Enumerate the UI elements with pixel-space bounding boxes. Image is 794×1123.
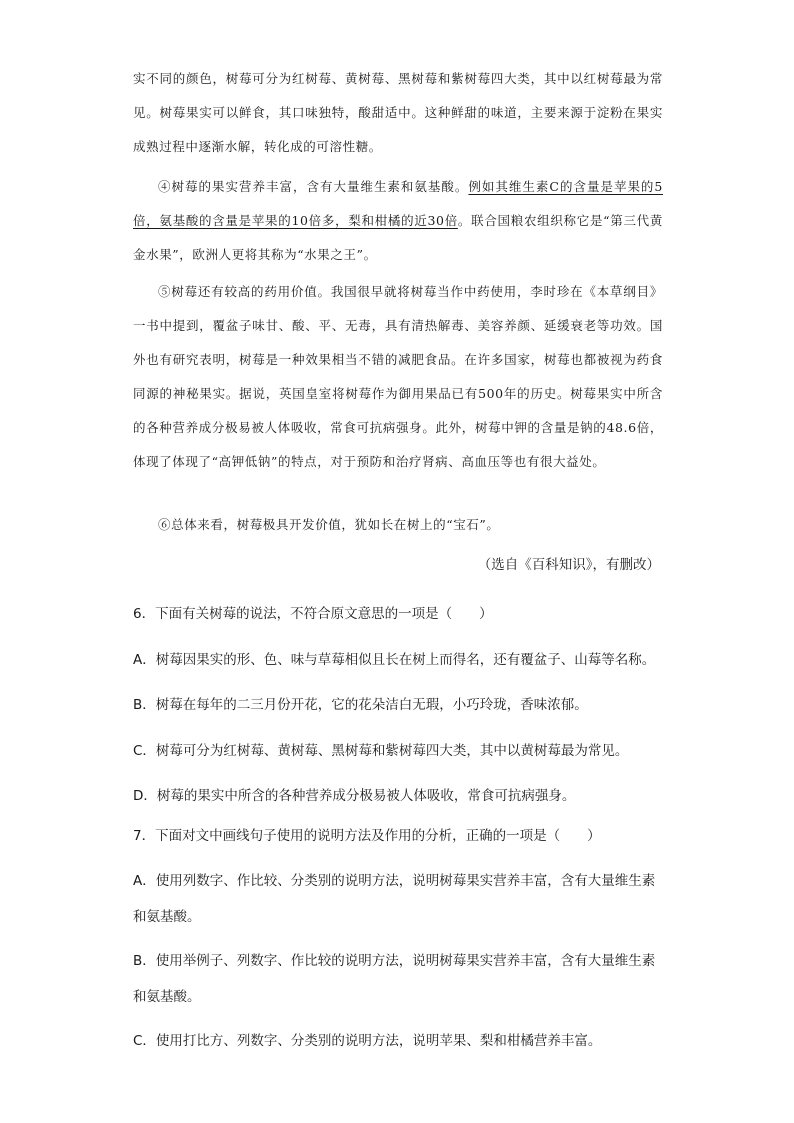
option-b <box>133 943 663 1023</box>
source-citation: （选自《百科知识》，有删改） <box>477 557 660 573</box>
option-text: C．使用打比方、列数字、分类别的说明方法，说明苹果、梨和柑橘营养丰富。 <box>133 1033 602 1049</box>
question-stem <box>133 818 663 863</box>
question-stem-text: 7．下面对文中画线句子使用的说明方法及作用的分析，正确的一项是（ ） <box>133 828 601 844</box>
paragraph-text <box>133 170 663 272</box>
option-b <box>133 687 663 733</box>
question-6 <box>133 596 663 824</box>
option-a <box>133 863 663 943</box>
passage-paragraph-6 <box>133 508 663 542</box>
question-7 <box>133 818 663 1059</box>
option-text: A．树莓因果实的形、色、味与草莓相似且长在树上而得名，还有覆盆子、山莓等名称。 <box>133 651 656 668</box>
underlined-sentence: 例如其维生素C的含量是苹果的5倍，氨基酸的含量是苹果的10倍多，梨和柑橘的近30倍 <box>133 179 663 228</box>
option-text: C．树莓可分为红树莓、黄树莓、黑树莓和紫树莓四大类，其中以黄树莓最为常见。 <box>133 742 629 759</box>
option-text: B．树莓在每年的二三月份开花，它的花朵洁白无瑕，小巧玲珑，香味浓郁。 <box>133 697 588 713</box>
option-d <box>133 778 663 824</box>
paragraph-lead: ④树莓的果实营养丰富，含有大量维生素和氨基酸。 <box>158 179 469 194</box>
passage-paragraph-5 <box>133 275 663 479</box>
option-text: D．树莓的果实中所含的各种营养成分极易被人体吸收，常食可抗病强身。 <box>133 788 576 804</box>
option-a <box>133 642 663 688</box>
passage-paragraph-4 <box>133 170 663 272</box>
paragraph-text: 实不同的颜色，树莓可分为红树莓、黄树莓、黑树莓和紫树莓四大类，其中以红树莓最为常见。树莓果实可以鲜食，其口味独特，酸甜适中。这种鲜甜的味道，主要来源于淀粉在果实成熟过程中逐渐水解，转化成的可溶性糖。 <box>133 71 663 154</box>
option-text: B．使用举例子、列数字、作比较的说明方法，说明树莓果实营养丰富，含有大量维生素和氨基酸。 <box>133 953 656 1005</box>
paragraph-text: ⑤树莓还有较高的药用价值。我国很早就将树莓当作中药使用，李时珍在《本草纲目》一书中提到，覆盆子味甘、酸、平、无毒，具有清热解毒、美容养颜、延缓衰老等功效。国外也有研究表明，树莓是一种效果相当不错的减肥食品。在许多国家，树莓也都被视为药食同源的神秘果实。据说，英国皇室将树莓作为御用果品已有500年的历史。树莓果实中所含的各种营养成分极易被人体吸收，常食可抗病强身。此外，树莓中钾的含量是钠的48.6倍，体现了体现了“高钾低钠”的特点，对于预防和治疗肾病、高血压等也有很大益处。 <box>133 284 663 469</box>
question-stem-text: 6．下面有关树莓的说法，不符合原文意思的一项是（ ） <box>133 606 493 622</box>
option-text: A．使用列数字、作比较、分类别的说明方法，说明树莓果实营养丰富，含有大量维生素和氨基酸。 <box>133 873 656 925</box>
paragraph-tail: 。联合国粮农组织称它是“第三代黄金水果”，欧洲人更将其称为“水果之王”。 <box>133 213 663 262</box>
question-stem <box>133 596 663 642</box>
passage-paragraph-3 <box>133 62 663 164</box>
paragraph-text: ⑥总体来看，树莓极具开发价值，犹如长在树上的“宝石”。 <box>158 517 500 532</box>
option-c <box>133 1023 663 1059</box>
option-c <box>133 733 663 779</box>
